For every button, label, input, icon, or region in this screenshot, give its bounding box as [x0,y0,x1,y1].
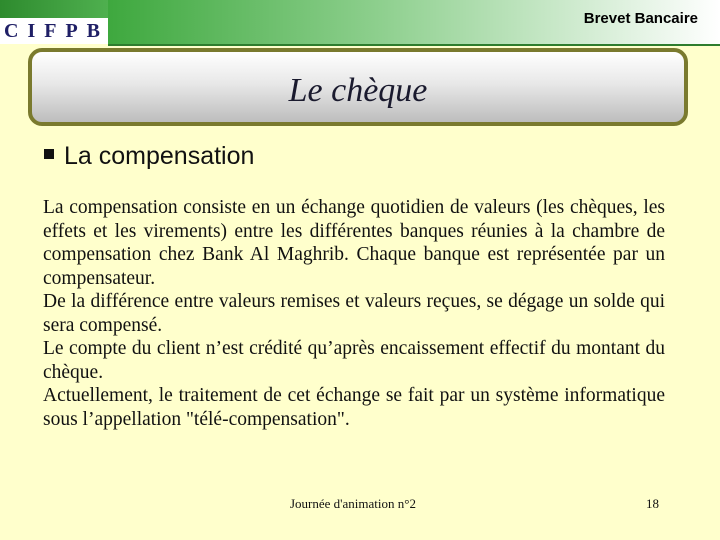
paragraph: La compensation consiste en un échange quotidien de valeurs (les chèques, les effets et les virements) entre les différentes banques réunies à la chambre de compensation chez Bank Al Maghrib. Chaque banque est représentée par un compensateur. [43,197,665,289]
footer-event: Journée d'animation n°2 [290,496,416,511]
top-bar [0,0,720,44]
paragraph: De la différence entre valeurs remises et valeurs reçues, se dégage un solde qui sera compensé. [43,291,665,336]
section-heading-text: La compensation [64,142,255,170]
square-bullet-icon [44,149,54,159]
slide-title: Le chèque [288,72,428,109]
brand-stripe [0,0,108,18]
section-heading [44,142,254,171]
paragraph: Le compte du client n’est crédité qu’après encaissement effectif du montant du chèque. [43,338,665,383]
body-text [43,196,665,431]
header-title: Brevet Bancaire [583,10,698,27]
slide-title-box [28,48,688,126]
cifpb-logo: CIFPB [4,20,109,42]
paragraph: Actuellement, le traitement de cet échange se fait par un système informatique sous l’appellation "télé-compensation". [43,385,665,430]
page-number: 18 [646,496,659,511]
